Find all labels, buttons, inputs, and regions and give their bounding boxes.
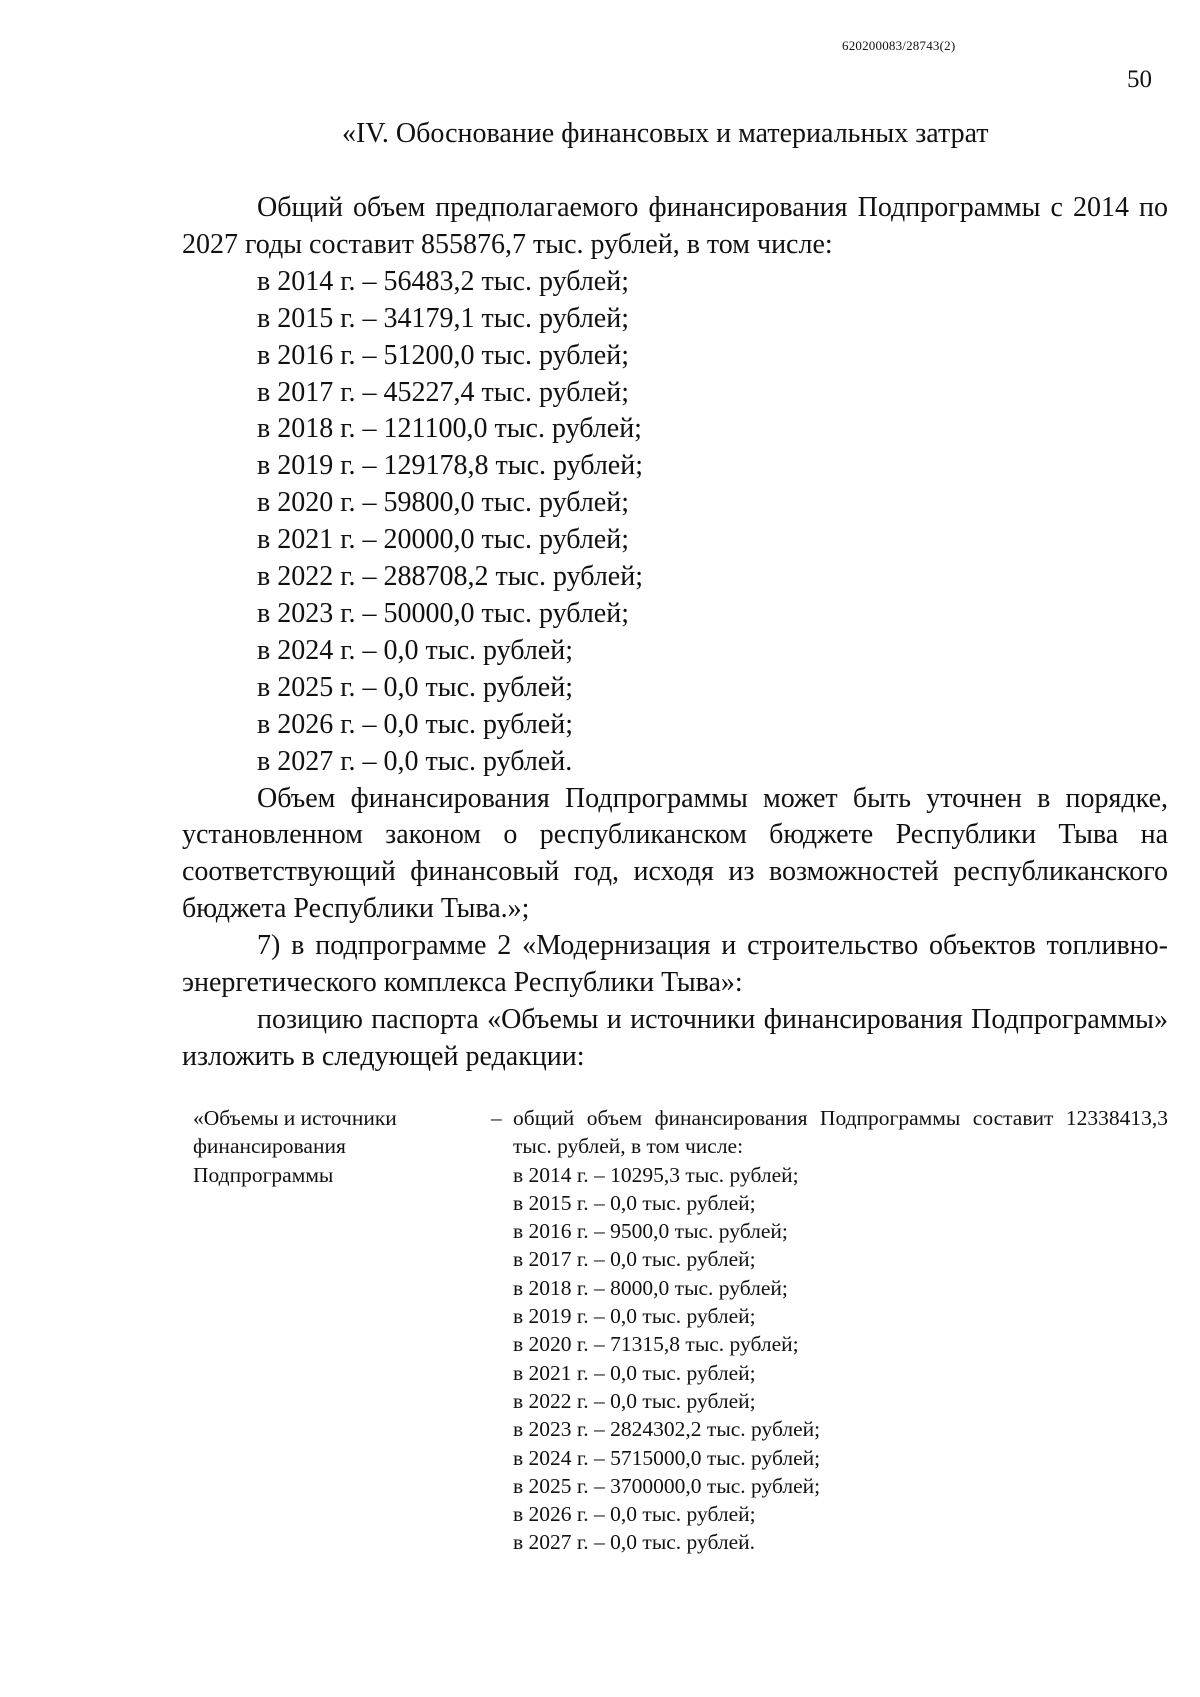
passport-year-line: в 2019 г. – 0,0 тыс. рублей; (513, 1304, 756, 1329)
body-text (182, 190, 1168, 1076)
passport-year-line: в 2016 г. – 9500,0 тыс. рублей; (513, 1219, 788, 1244)
financing-year-line: в 2016 г. – 51200,0 тыс. рублей; (257, 339, 629, 371)
passport-value (513, 1104, 1168, 1557)
financing-year-line: в 2014 г. – 56483,2 тыс. рублей; (257, 265, 629, 297)
section-title: «IV. Обоснование финансовых и материальных затрат (342, 118, 989, 149)
passport-year-line: в 2025 г. – 3700000,0 тыс. рублей; (513, 1473, 821, 1498)
financing-year-line: в 2022 г. – 288708,2 тыс. рублей; (257, 561, 643, 593)
passport-table (193, 1104, 1168, 1557)
passport-intro: общий объем финансирования Подпрограммы составит 12338413,3 тыс. рублей, в том числе: (513, 1106, 1168, 1159)
financing-year-line: в 2015 г. – 34179,1 тыс. рублей; (257, 302, 629, 334)
financing-year-line: в 2021 г. – 20000,0 тыс. рублей; (257, 524, 629, 556)
passport-label: «Объемы и источники финансирования Подпрограммы (193, 1106, 397, 1187)
financing-year-line: в 2018 г. – 121100,0 тыс. рублей; (257, 413, 642, 445)
passport-year-line: в 2021 г. – 0,0 тыс. рублей; (513, 1360, 756, 1385)
passport-year-line: в 2017 г. – 0,0 тыс. рублей; (513, 1247, 756, 1272)
financing-year-line: в 2019 г. – 129178,8 тыс. рублей; (257, 450, 643, 482)
financing-year-line: в 2025 г. – 0,0 тыс. рублей; (257, 671, 573, 703)
passport-year-line: в 2020 г. – 71315,8 тыс. рублей; (513, 1332, 799, 1357)
passport-dash: – (491, 1106, 502, 1130)
document-id: 620200083/28743(2) (842, 38, 956, 53)
passport-year-line: в 2018 г. – 8000,0 тыс. рублей; (513, 1275, 788, 1300)
passport-year-line: в 2015 г. – 0,0 тыс. рублей; (513, 1190, 756, 1215)
passport-year-line: в 2027 г. – 0,0 тыс. рублей. (513, 1530, 756, 1555)
passport-instruction: позицию паспорта «Объемы и источники финансирования Подпрограммы» изложить в следующей редакции: (182, 1003, 1168, 1072)
financing-year-list (182, 264, 1168, 781)
financing-clarification: Объем финансирования Подпрограммы может быть уточнен в порядке, установленном законом о республиканском бюджете Республики Тыва на соответствующий финансовый год, исходя из возможностей республиканского бюджета Республики Тыва.»; (182, 782, 1168, 925)
passport-year-line: в 2026 г. – 0,0 тыс. рублей; (513, 1502, 756, 1527)
financing-year-line: в 2027 г. – 0,0 тыс. рублей. (257, 745, 573, 777)
financing-year-line: в 2024 г. – 0,0 тыс. рублей; (257, 634, 573, 666)
financing-year-line: в 2023 г. – 50000,0 тыс. рублей; (257, 597, 629, 629)
financing-year-line: в 2026 г. – 0,0 тыс. рублей; (257, 708, 573, 740)
page-number: 50 (1127, 66, 1152, 93)
amendment-item-7: 7) в подпрограмме 2 «Модернизация и строительство объектов топливно-энергетического комплекса Республики Тыва»: (182, 930, 1168, 999)
financing-year-line: в 2017 г. – 45227,4 тыс. рублей; (257, 376, 629, 408)
passport-year-line: в 2023 г. – 2824302,2 тыс. рублей; (513, 1417, 821, 1442)
passport-year-line: в 2024 г. – 5715000,0 тыс. рублей; (513, 1445, 821, 1470)
financing-intro: Общий объем предполагаемого финансирования Подпрограммы с 2014 по 2027 годы составит 855876,7 тыс. рублей, в том числе: (182, 192, 1168, 260)
passport-year-line: в 2014 г. – 10295,3 тыс. рублей; (513, 1162, 799, 1187)
financing-year-line: в 2020 г. – 59800,0 тыс. рублей; (257, 487, 629, 519)
passport-year-line: в 2022 г. – 0,0 тыс. рублей; (513, 1388, 756, 1413)
